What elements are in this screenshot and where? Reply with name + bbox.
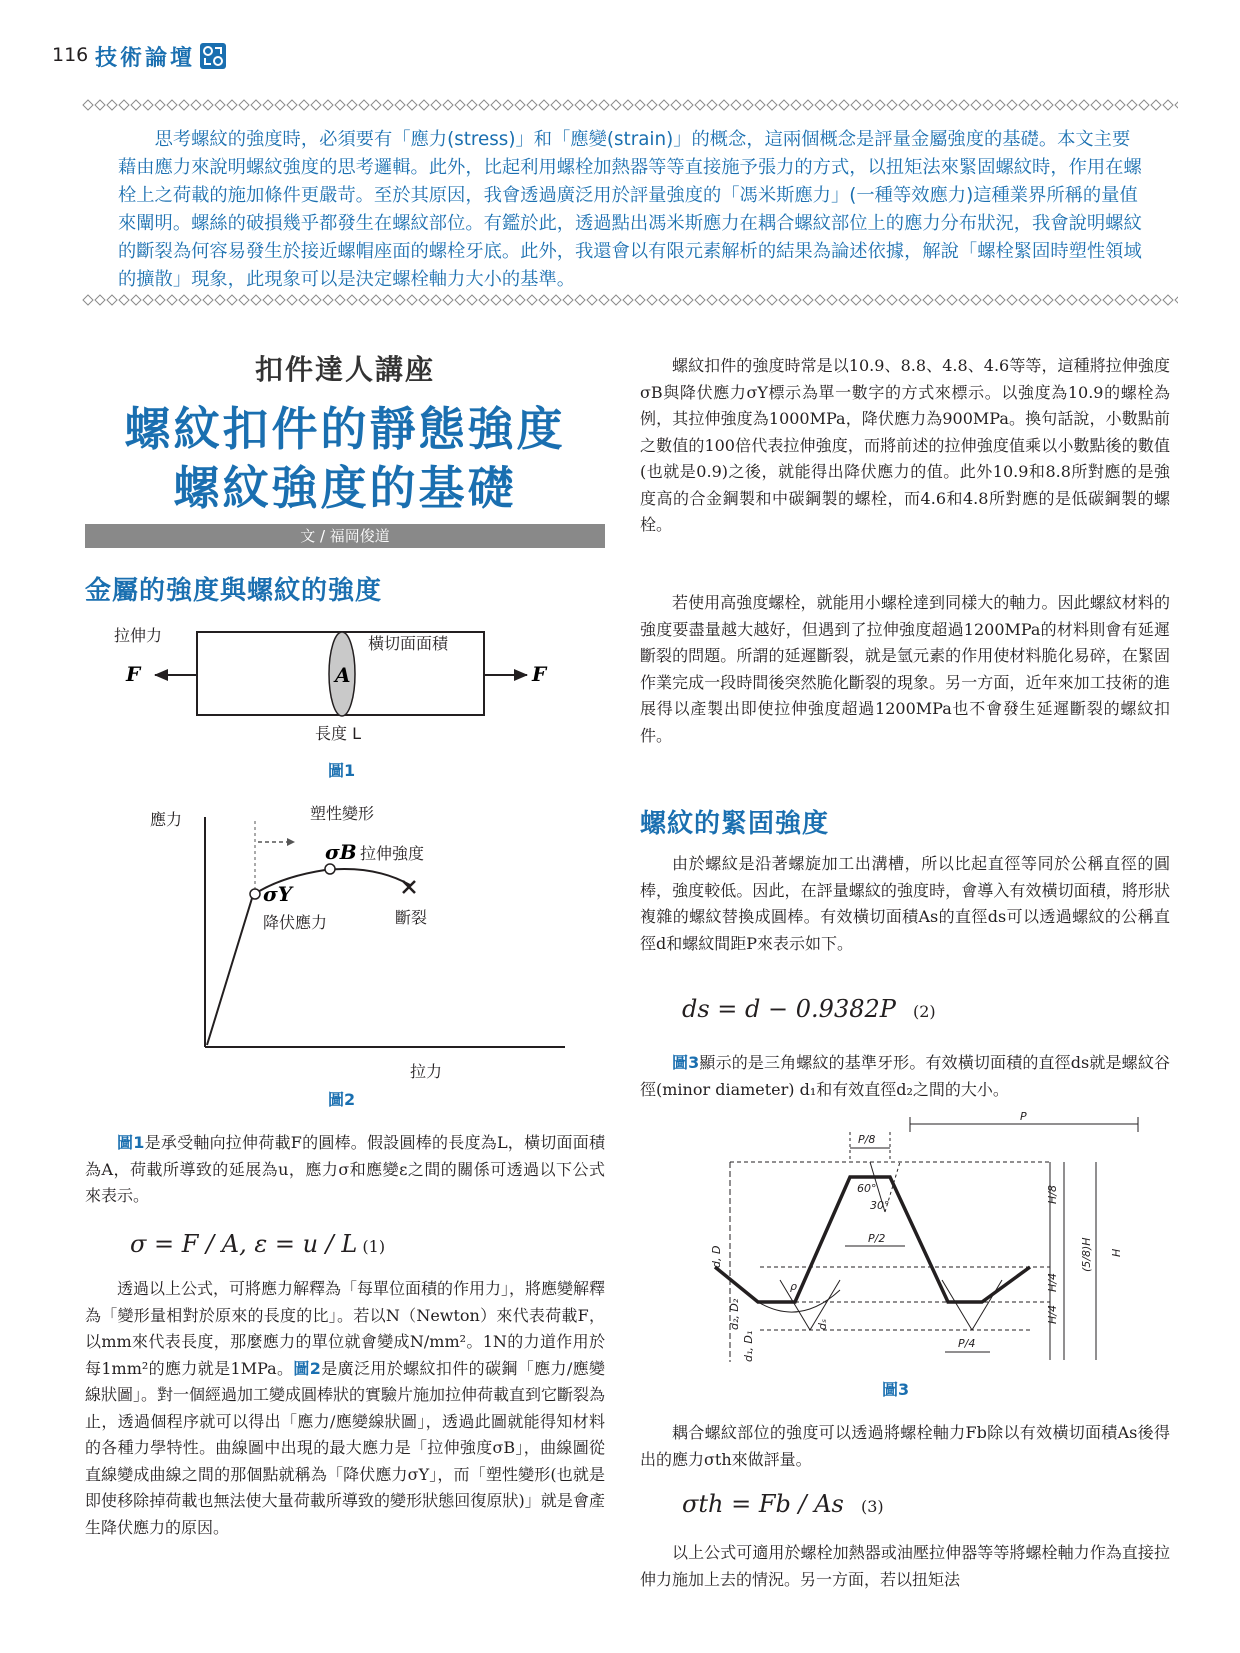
- svg-text:H/4: H/4: [1046, 1305, 1059, 1324]
- left-paragraph-1: 圖1是承受軸向拉伸荷載F的圓棒。假設圓棒的長度為L，橫切面面積為A，荷載所導致的延展為u，應力σ和應變ε之間的關係可透過以下公式來表示。: [85, 1133, 605, 1205]
- section-title: 技術論壇: [95, 46, 196, 71]
- svg-text:30°: 30°: [870, 1199, 890, 1212]
- figure-2-caption: 圖2: [328, 1090, 356, 1109]
- section-heading-fastening-strength: 螺紋的緊固強度: [640, 809, 830, 839]
- svg-text:dₛ: dₛ: [816, 1318, 829, 1330]
- divider-top: [82, 99, 1178, 111]
- svg-text:P: P: [1020, 1112, 1027, 1123]
- fig2-plastic-label: 塑性變形: [310, 805, 375, 823]
- figure-1-caption: 圖1: [328, 761, 356, 780]
- svg-text:ρ: ρ: [790, 1280, 797, 1293]
- fig2-sigma-b: σB: [325, 840, 357, 864]
- fig1-reference: 圖1: [117, 1133, 145, 1152]
- right-paragraph-5: 耦合螺紋部位的強度可以透過將螺栓軸力Fb除以有效橫切面積As後得出的應力σth來做評量。: [640, 1423, 1170, 1469]
- divider-bottom: [82, 294, 1178, 306]
- fig2-yield-label: 降伏應力: [263, 913, 328, 932]
- right-paragraph-6: 以上公式可適用於螺栓加熱器或油壓拉伸器等等將螺栓軸力作為直接拉伸力施加上去的情況。另一方面，若以扭矩法: [640, 1543, 1170, 1589]
- fig2-force-axis-label: 拉力: [410, 1062, 443, 1081]
- series-title: 扣件達人講座: [254, 353, 435, 386]
- left-paragraph-2: 透過以上公式，可將應力解釋為「每單位面積的作用力」，將應變解釋為「變形量相對於原來的長度的比」。若以N（Newton）來代表荷載F，以mm來代表長度，那麼應力的單位就會變成N/mm²。1N的力道作用於每1mm²的應力就是1MPa。圖2是廣泛用於螺紋扣件的碳鋼「應力/應變線狀圖」。對一個經過加工變成圓棒狀的實驗片施加拉伸荷載直到它斷裂為止，透過個程序就可以得出「應力/應變線狀圖」，透過此圖就能得知材料的各種力學特性。曲線圖中出現的最大應力是「拉伸強度σB」，曲線圖從直線變成曲線之間的那個點就稱為「降伏應力σY」，而「塑性變形(也就是即使移除掉荷載也無法使大量荷載所導致的變形狀態回復原狀)」就是會產生降伏應力的原因。: [85, 1279, 606, 1537]
- fig2-fracture-label: 斷裂: [395, 908, 428, 927]
- svg-text:P/8: P/8: [858, 1133, 876, 1146]
- svg-text:60°: 60°: [857, 1182, 877, 1195]
- fig2-reference: 圖2: [293, 1358, 321, 1378]
- fig1-tensile-force-label: 拉伸力: [114, 626, 163, 645]
- fig1-area-label: 橫切面面積: [368, 634, 449, 653]
- svg-text:d, D: d, D: [710, 1245, 723, 1268]
- figure-2-stress-strain-curve: [145, 805, 565, 1085]
- fig2-tensile-strength-label: 拉伸強度: [360, 844, 425, 863]
- fig1-force-right: F: [532, 662, 547, 686]
- svg-text:P/2: P/2: [868, 1232, 886, 1245]
- fig1-force-left: F: [126, 662, 141, 686]
- svg-text:H: H: [1110, 1248, 1123, 1257]
- svg-text:P/4: P/4: [958, 1337, 976, 1350]
- figure-3-caption: 圖3: [882, 1380, 910, 1399]
- right-paragraph-4: 圖3顯示的是三角螺紋的基準牙形。有效橫切面積的直徑ds就是螺紋谷徑(minor diameter) d₁和有效直徑d₂之間的大小。: [640, 1053, 1170, 1099]
- section-heading-metal-strength: 金屬的強度與螺紋的強度: [85, 576, 383, 606]
- fig1-area-symbol: A: [335, 663, 351, 687]
- svg-text:H/8: H/8: [1046, 1185, 1059, 1204]
- equation-3: σth = Fb / As (3): [682, 1490, 884, 1518]
- right-paragraph-2: 若使用高強度螺栓，就能用小螺栓達到同樣大的軸力。因此螺紋材料的強度要盡量越大越好，但遇到了拉伸強度超過1200MPa的材料則會有延遲斷裂的問題。所謂的延遲斷裂，就是氫元素的作用使材料脆化易碎，在緊固作業完成一段時間後突然脆化斷裂的現象。另一方面，近年來加工技術的進展得以產製出即使拉伸強度超過1200MPa也不會發生延遲斷裂的螺紋扣件。: [640, 593, 1170, 745]
- fig3-reference: 圖3: [672, 1053, 700, 1072]
- figure-1-bar-diagram: [100, 625, 580, 745]
- intro-paragraph: 思考螺紋的強度時，必須要有「應力(stress)」和「應變(strain)」的概念，這兩個概念是評量金屬強度的基礎。本文主要藉由應力來說明螺紋強度的思考邏輯。此外，比起利用螺栓加熱器等等直接施予張力的方式，以扭矩法來緊固螺紋時，作用在螺栓上之荷載的施加條件更嚴苛。至於其原因，我會透過廣泛用於評量強度的「馮米斯應力」(一種等效應力)這種業界所稱的量值來闡明。螺絲的破損幾乎都發生在螺紋部位。有鑑於此，透過點出馮米斯應力在耦合螺紋部位上的應力分布狀況，我會說明螺紋的斷裂為何容易發生於接近螺帽座面的螺栓牙底。此外，我還會以有限元素解析的結果為論述依據，解說「螺栓緊固時塑性領域的擴散」現象，此現象可以是決定螺栓軸力大小的基準。: [118, 129, 1142, 290]
- equation-1: σ = F / A, ε = u / L (1): [130, 1230, 386, 1258]
- section-logo-icon: [200, 43, 226, 69]
- svg-text:(5/8)H: (5/8)H: [1080, 1237, 1093, 1272]
- right-paragraph-1: 螺紋扣件的強度時常是以10.9、8.8、4.8、4.6等等，這種將拉伸強度σB與降伏應力σY標示為單一數字的方式來標示。以強度為10.9的螺栓為例，其拉伸強度為1000MPa，降伏應力為900MPa。換句話說，小數點前之數值的100倍代表拉伸強度，而將前述的拉伸強度值乘以小數點後的數值(也就是0.9)之後，就能得出降伏應力的值。此外10.9和8.8所對應的是強度高的合金鋼製和中碳鋼製的螺栓，而4.6和4.8所對應的是低碳鋼製的螺栓。: [640, 356, 1170, 534]
- article-title-line1: 螺紋扣件的靜態強度: [124, 402, 566, 456]
- figure-3-thread-profile: [700, 1112, 1160, 1372]
- article-title-line2: 螺紋強度的基礎: [173, 461, 517, 515]
- svg-text:d₁, D₁: d₁, D₁: [742, 1330, 755, 1362]
- equation-2: ds = d − 0.9382P (2): [682, 995, 936, 1023]
- fig1-length-label: 長度 L: [315, 724, 362, 743]
- svg-text:d₂, D₂: d₂, D₂: [728, 1298, 741, 1330]
- svg-text:H/4: H/4: [1046, 1273, 1059, 1292]
- fig2-stress-axis-label: 應力: [150, 810, 183, 829]
- author-bar: 文 / 福岡俊道: [85, 524, 605, 548]
- page-number: 116: [52, 44, 89, 66]
- fig2-sigma-y: σY: [263, 882, 293, 906]
- right-paragraph-3: 由於螺紋是沿著螺旋加工出溝槽，所以比起直徑等同於公稱直徑的圓棒，強度較低。因此，在評量螺紋的強度時，會導入有效橫切面積，將形狀複雜的螺紋替換成圓棒。有效橫切面積As的直徑ds可以透過螺紋的公稱直徑d和螺紋間距P來表示如下。: [640, 854, 1170, 953]
